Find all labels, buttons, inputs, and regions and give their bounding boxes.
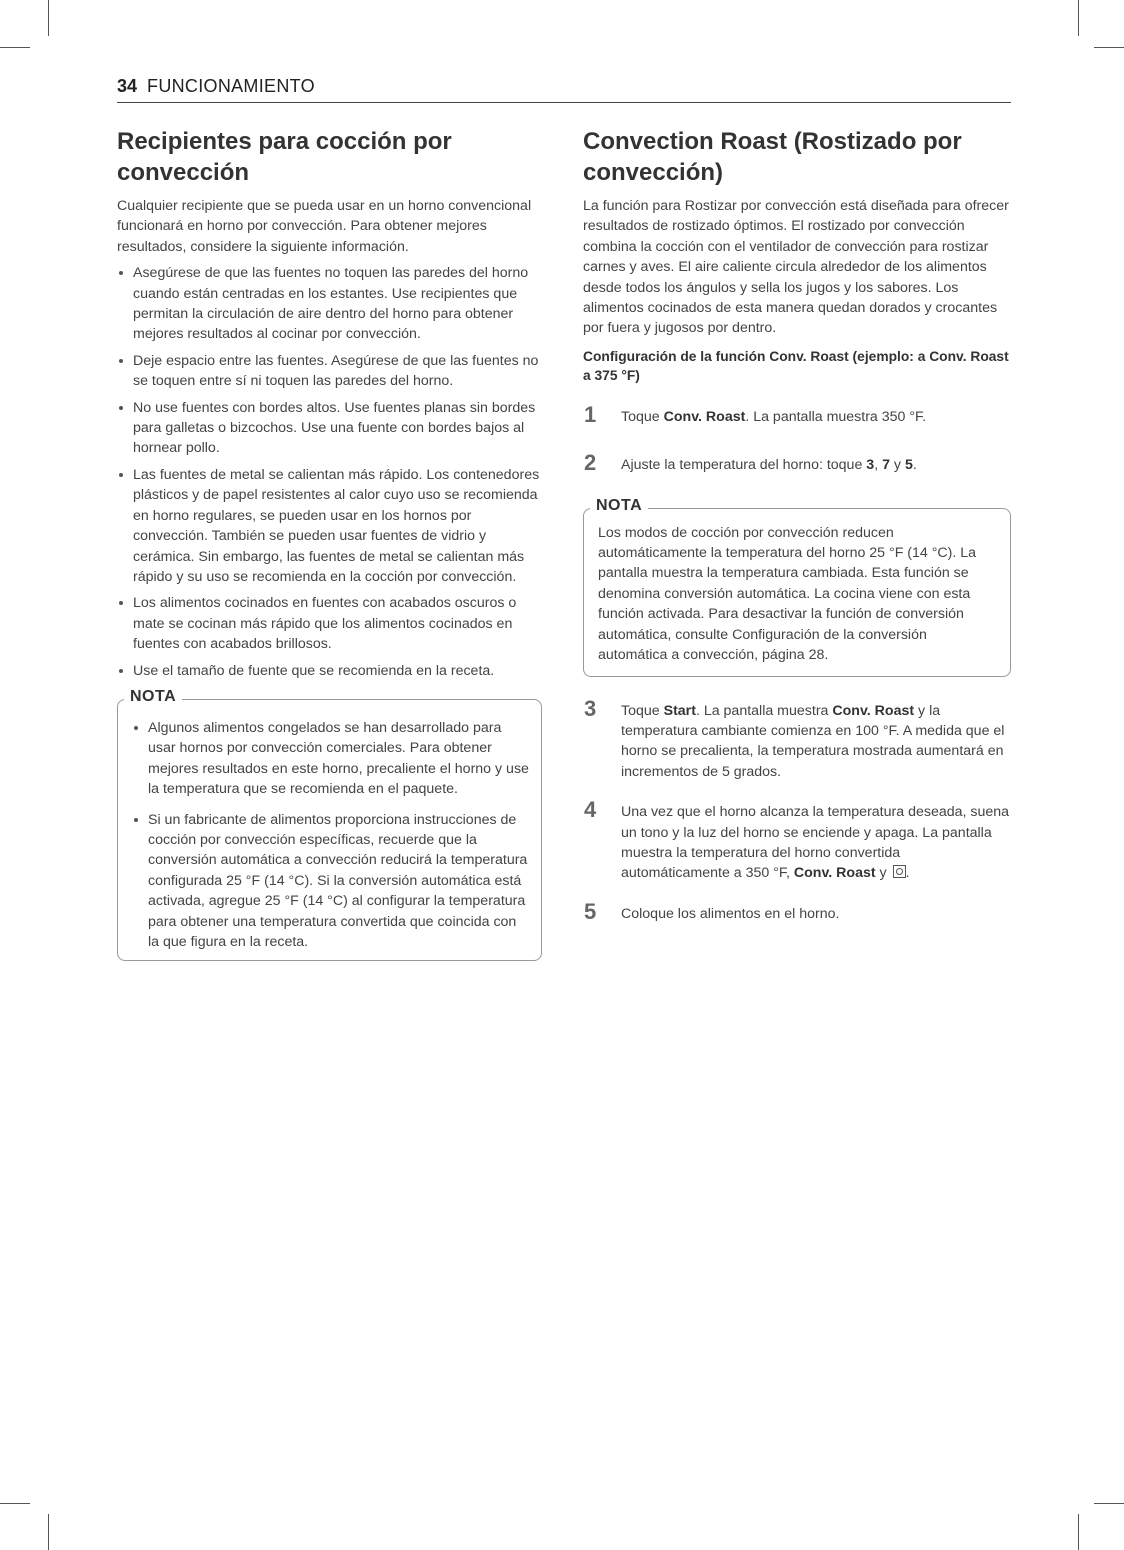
bullet-icon (134, 818, 138, 822)
note-box (117, 687, 542, 961)
bullet-icon (119, 473, 123, 477)
page-number: 34 (117, 76, 138, 96)
list-item: Las fuentes de metal se calientan más rápido. Los contenedores plásticos y de papel resistentes al calor cuyo uso se recomienda en horno regulares, se pueden usar en los hornos por convección. También se pueden usar fuentes de vidrio y cerámica. Sin embargo, las fuentes de metal se calientan más rápido y su uso se recomienda en la cocción por convección. (117, 465, 542, 587)
bullet-icon (119, 406, 123, 410)
list-item: Asegúrese de que las fuentes no toquen las paredes del horno cuando están centradas en los estantes. Use recipientes que permitan la circulación de aire dentro del horno para obtener mejores resultados al cocinar por convección. (117, 263, 542, 345)
bullet-icon (119, 359, 123, 363)
convection-fan-icon (893, 865, 906, 878)
bullet-icon (134, 726, 138, 730)
right-intro: La función para Rostizar por convección está diseñada para ofrecer resultados de rostizado óptimos. El rostizado por convección combina la cocción con el ventilador de convección para rostizar carnes y aves. El aire caliente circula alrededor de los alimentos desde todos los ángulos y sella los jugos y los sabores. Los alimentos cocinados de esta manera quedan dorados y crocantes por fuera y jugosos por dentro. (583, 198, 1009, 337)
right-heading: Convection Roast (Rostizado por convección) (583, 128, 962, 186)
note-label: NOTA (124, 688, 182, 706)
right-column (583, 126, 1011, 924)
step-1: 1 Toque Conv. Roast. La pantalla muestra 350 °F. (584, 401, 927, 427)
step-3: 3 Toque Start. La pantalla muestra Conv. Roast y la temperatura cambiante comienza en 100 °F. A medida que el horno se precalienta, la temperatura mostrada aumentará en incrementos de 5 grados. (584, 695, 1005, 780)
bullet-icon (119, 601, 123, 605)
step-number: 2 (584, 450, 597, 476)
list-item: No use fuentes con bordes altos. Use fuentes planas sin bordes para galletas o bizcochos. Use una fuente con bordes bajos al hornear pollo. (117, 398, 542, 459)
list-item: Deje espacio entre las fuentes. Asegúrese de que las fuentes no se toquen entre sí ni toquen las paredes del horno. (117, 351, 542, 392)
note-list (132, 718, 529, 952)
step-2: 2 Ajuste la temperatura del horno: toque 3, 7 y 5. (584, 450, 917, 476)
step-number: 5 (584, 898, 597, 924)
cookware-tips-list (117, 263, 542, 681)
crop-mark (1094, 47, 1124, 48)
list-item: Algunos alimentos congelados se han desarrollado para usar hornos por convección comerciales. Para obtener mejores resultados en este horno, precaliente el horno y use la temperatura que se recomienda en el paquete. (132, 718, 529, 800)
note-label: NOTA (590, 497, 648, 515)
note-box (583, 496, 1011, 677)
note-text: Los modos de cocción por convección reducen automáticamente la temperatura del horno 25 °F (14 °C). La pantalla muestra la temperatura cambiada. Esta función se denomina conversión automática. La cocina viene con esta función activada. Para desactivar la función de conversión automática, consulte Configuración de la conversión automática a convección, página 28. (598, 524, 977, 664)
crop-mark (1094, 1503, 1124, 1504)
page-header (117, 76, 1011, 103)
step-number: 1 (584, 401, 597, 427)
crop-mark (1078, 1514, 1079, 1550)
config-heading: Configuración de la función Conv. Roast (ejemplo: a Conv. Roast a 375 °F) (583, 348, 1009, 383)
left-heading: Recipientes para cocción por convección (117, 128, 452, 186)
crop-mark (48, 0, 49, 36)
step-5: 5 Coloque los alimentos en el horno. (584, 898, 840, 924)
section-title: FUNCIONAMIENTO (147, 76, 315, 96)
left-intro: Cualquier recipiente que se pueda usar en un horno convencional funcionará en horno por convección. Para obtener mejores resultados, considere la siguiente información. (117, 198, 532, 255)
bullet-icon (119, 669, 123, 673)
bullet-icon (119, 271, 123, 275)
list-item: Los alimentos cocinados en fuentes con acabados oscuros o mate se cocinan más rápido que los alimentos cocinados en fuentes con acabados brillosos. (117, 593, 542, 654)
list-item: Use el tamaño de fuente que se recomienda en la receta. (117, 661, 542, 681)
crop-mark (1078, 0, 1079, 36)
list-item: Si un fabricante de alimentos proporciona instrucciones de cocción por convección específicas, recuerde que la conversión automática a convección reducirá la temperatura configurada 25 °F (14 °C). Si la conversión automática está activada, agregue 25 °F (14 °C) al configurar la temperatura para obtener una temperatura convertida que coincida con la que figura en la receta. (132, 810, 529, 953)
step-4: 4 Una vez que el horno alcanza la temperatura deseada, suena un tono y la luz del horno se enciende y apaga. La pantalla muestra la temperatura del horno convertida automáticamente a 350 °F, Conv. Roast y . (584, 797, 1010, 882)
step-number: 4 (584, 797, 597, 823)
crop-mark (0, 47, 30, 48)
crop-mark (48, 1514, 49, 1550)
left-column (117, 126, 542, 961)
step-number: 3 (584, 695, 597, 721)
crop-mark (0, 1503, 30, 1504)
